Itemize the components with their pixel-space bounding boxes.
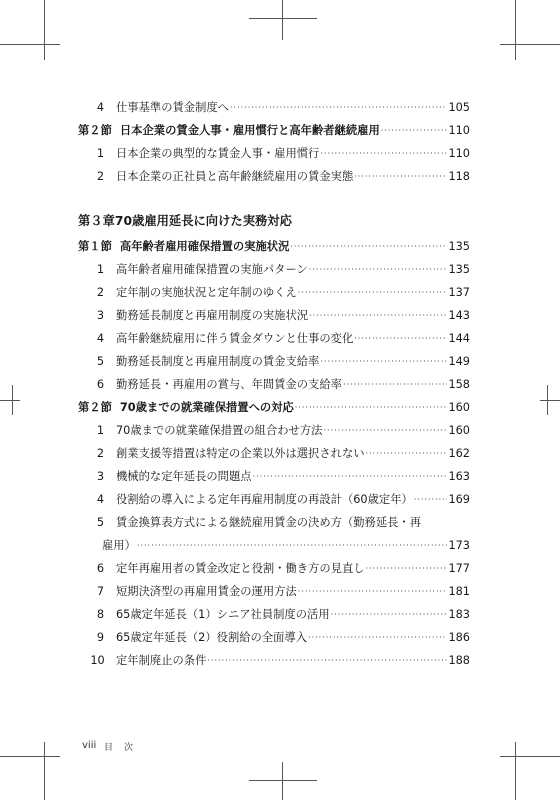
toc-entry-number: 6 [96, 378, 105, 391]
toc-entry [78, 415, 470, 438]
toc-entry-title: 勤務延長・再雇用の賞与、年間賃金の支給率 [116, 378, 342, 391]
toc-entry-title: 日本企業の正社員と高年齢継続雇用の賃金実態 [116, 170, 354, 183]
dot-leader [366, 562, 448, 576]
toc-entry-title: 勤務延長制度と再雇用制度の賃金支給率 [116, 355, 320, 368]
dot-leader [381, 124, 448, 138]
toc-entry-title: 役割給の導入による定年再雇用制度の再設計（60歳定年） [116, 493, 413, 506]
toc-entry-title: 70歳雇用延長に向けた実務対応 [114, 214, 292, 228]
crop-mark [500, 756, 560, 757]
dot-leader [320, 147, 447, 161]
dot-leader [343, 378, 447, 392]
toc-entry-number: 第２節 [78, 124, 112, 137]
toc-entry-page: 188 [448, 654, 470, 667]
toc-entry-number: 4 [96, 101, 105, 114]
toc-entry-number: 3 [96, 309, 105, 322]
dot-leader [253, 470, 448, 484]
toc-entry [78, 484, 470, 507]
toc-entry-page: 177 [448, 562, 470, 575]
toc-entry-number: 4 [96, 332, 105, 345]
toc-entry-page: 144 [448, 332, 470, 345]
dot-leader [230, 101, 447, 115]
toc-entry-title: 高年齢者雇用確保措置の実施パターン [116, 263, 308, 276]
toc-entry [78, 323, 470, 346]
toc-entry [78, 461, 470, 484]
dot-leader [354, 332, 447, 346]
toc-entry-page: 163 [448, 470, 470, 483]
toc-entry-number: 8 [96, 608, 105, 621]
toc-entry-page: 135 [448, 240, 470, 253]
toc-entry [78, 161, 470, 184]
toc-entry [78, 254, 470, 277]
toc-entry-number: 1 [96, 147, 105, 160]
toc-entry-number: 10 [90, 654, 105, 667]
toc-entry-page: 110 [448, 124, 470, 137]
toc-entry-number: 3 [96, 470, 105, 483]
crop-mark [44, 742, 45, 800]
toc-entry [78, 438, 470, 461]
toc-entry [78, 300, 470, 323]
dot-leader [331, 608, 448, 622]
dot-leader [323, 424, 447, 438]
toc-entry-page: 149 [448, 355, 470, 368]
toc-entry [78, 346, 470, 369]
dot-leader [137, 539, 448, 553]
toc-entry [78, 599, 470, 622]
toc-entry-number: 7 [96, 585, 105, 598]
crop-mark [515, 742, 516, 800]
toc-entry-title: 雇用） [102, 539, 136, 552]
table-of-contents [78, 92, 470, 668]
crop-mark [547, 385, 548, 415]
toc-entry-page: 169 [448, 493, 470, 506]
toc-entry-title: 高年齢者雇用確保措置の実施状況 [119, 240, 290, 253]
toc-entry-number: 第３章 [78, 214, 115, 228]
dot-leader [298, 585, 448, 599]
toc-entry-number: 2 [96, 447, 105, 460]
toc-entry-number: 第２節 [78, 401, 112, 414]
crop-mark [12, 385, 13, 415]
toc-entry [78, 138, 470, 161]
crop-mark [540, 400, 560, 401]
dot-leader [290, 240, 447, 254]
toc-entry-number: 1 [96, 424, 105, 437]
toc-entry-title: 70歳までの就業確保措置への対応 [119, 401, 294, 414]
toc-entry [78, 92, 470, 115]
dot-leader [366, 447, 448, 461]
toc-entry-page: 160 [448, 424, 470, 437]
crop-mark [44, 0, 45, 60]
toc-entry [78, 530, 470, 553]
toc-entry-title: 日本企業の典型的な賃金人事・雇用慣行 [116, 147, 320, 160]
toc-entry-title: 仕事基準の賃金制度へ [116, 101, 229, 114]
toc-entry-page: 173 [448, 539, 470, 552]
toc-entry-number: 4 [96, 493, 105, 506]
toc-entry-number: 6 [96, 562, 105, 575]
crop-mark [0, 756, 60, 757]
toc-entry [78, 392, 470, 415]
toc-entry-title: 日本企業の賃金人事・雇用慣行と高年齢者継続雇用 [119, 124, 380, 137]
toc-entry [78, 645, 470, 668]
folio-page-number: viii [82, 740, 97, 751]
toc-entry-page: 181 [448, 585, 470, 598]
toc-entry-number: 5 [96, 355, 105, 368]
toc-entry-page: 158 [448, 378, 470, 391]
toc-entry-page: 160 [448, 401, 470, 414]
toc-entry-title: 定年再雇用者の賃金改定と役割・働き方の見直し [116, 562, 365, 575]
crop-mark [515, 0, 516, 60]
dot-leader [309, 309, 447, 323]
toc-entry [78, 115, 470, 138]
toc-entry-title: 勤務延長制度と再雇用制度の実施状況 [116, 309, 309, 322]
toc-entry-page: 137 [448, 286, 470, 299]
toc-entry-number: 2 [96, 286, 105, 299]
toc-entry-title: 創業支援等措置は特定の企業以外は選択されない [116, 447, 365, 460]
dot-leader [320, 355, 447, 369]
toc-entry-title: 機械的な定年延長の問題点 [116, 470, 252, 483]
toc-entry-page: 135 [448, 263, 470, 276]
toc-entry-number: 2 [96, 170, 105, 183]
toc-entry-page: 105 [448, 101, 470, 114]
crop-mark [500, 44, 560, 45]
toc-entry [78, 277, 470, 300]
crop-mark [249, 18, 317, 19]
toc-entry-title: 短期決済型の再雇用賃金の運用方法 [116, 585, 297, 598]
crop-mark [0, 400, 20, 401]
toc-entry-number: 第１節 [78, 240, 112, 253]
dot-leader [414, 493, 448, 507]
dot-leader [309, 263, 448, 277]
crop-mark [0, 44, 60, 45]
dot-leader [295, 401, 448, 415]
toc-entry [78, 622, 470, 645]
toc-entry-page: 162 [448, 447, 470, 460]
dot-leader [354, 170, 447, 184]
toc-entry-page: 118 [448, 170, 470, 183]
toc-entry [78, 553, 470, 576]
folio-label: 目 次 [104, 743, 135, 753]
toc-entry [78, 576, 470, 599]
dot-leader [207, 654, 447, 668]
toc-entry-page: 186 [448, 631, 470, 644]
toc-entry-title: 70歳までの就業確保措置の組合わせ方法 [116, 424, 323, 437]
crop-mark [282, 762, 283, 800]
toc-entry-page: 143 [448, 309, 470, 322]
crop-mark [249, 780, 317, 781]
toc-entry-title: 65歳定年延長（2）役割給の全面導入 [116, 631, 308, 644]
toc-entry-title: 定年制の実施状況と定年制のゆくえ [116, 286, 297, 299]
dot-leader [308, 631, 447, 645]
dot-leader [298, 286, 448, 300]
toc-entry [78, 507, 470, 530]
toc-entry-number: 1 [96, 263, 105, 276]
toc-entry [78, 231, 470, 254]
toc-entry-page: 110 [448, 147, 470, 160]
toc-entry-title: 賃金換算表方式による継続雇用賃金の決め方（勤務延長・再 [116, 516, 422, 529]
toc-entry [78, 205, 470, 228]
toc-entry-page: 183 [448, 608, 470, 621]
toc-entry-title: 65歳定年延長（1）シニア社員制度の活用 [116, 608, 330, 621]
toc-entry-number: 9 [96, 631, 105, 644]
toc-entry-title: 定年制廃止の条件 [116, 654, 207, 667]
toc-entry-title: 高年齢継続雇用に伴う賃金ダウンと仕事の変化 [116, 332, 354, 345]
toc-entry-number: 5 [96, 516, 105, 529]
toc-entry [78, 369, 470, 392]
crop-mark [282, 0, 283, 40]
